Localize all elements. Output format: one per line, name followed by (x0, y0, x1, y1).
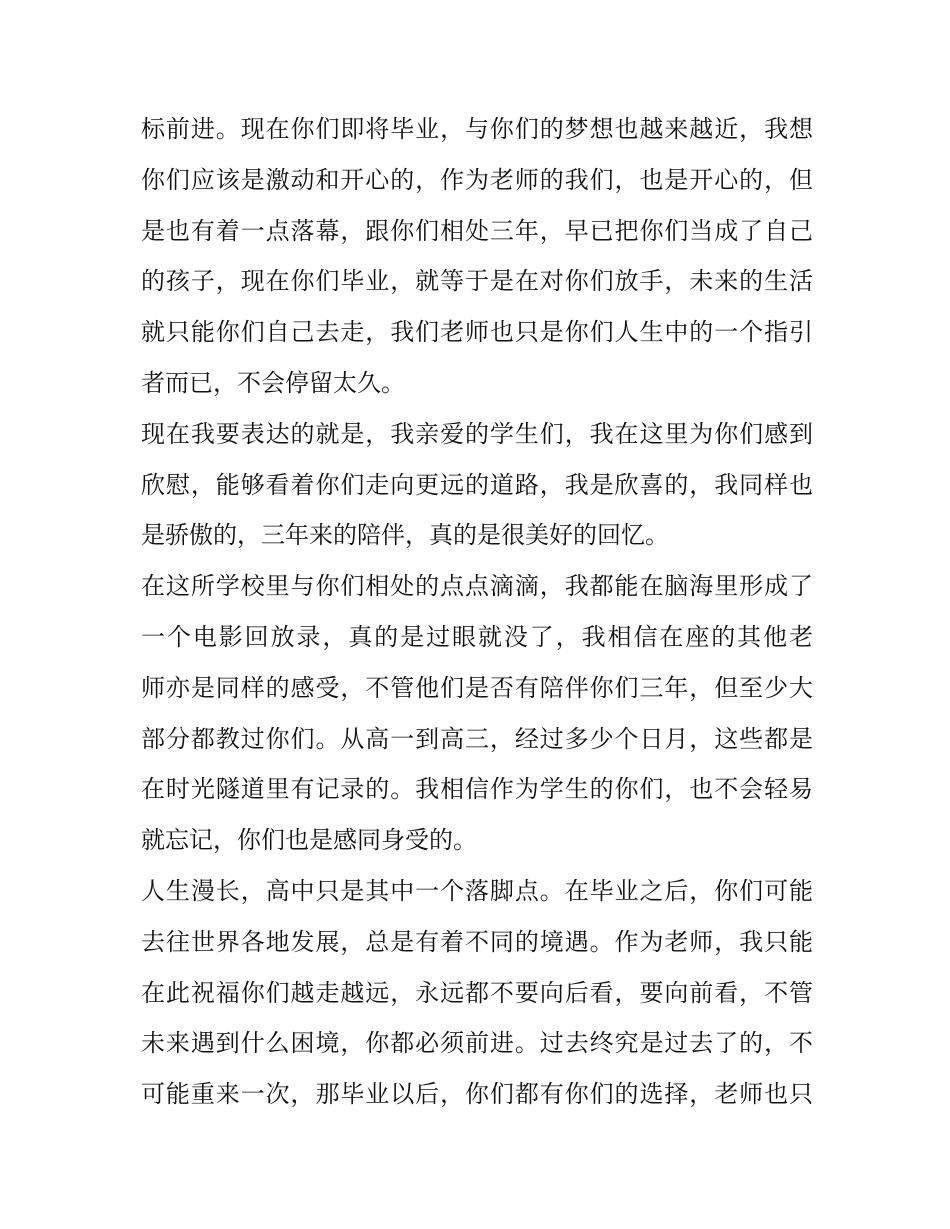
text-line: 可能重来一次，那毕业以后，你们都有你们的选择，老师也只 (141, 1080, 813, 1109)
text-line: 一个电影回放录，真的是过眼就没了，我相信在座的其他老 (141, 622, 813, 651)
text-line: 去往世界各地发展，总是有着不同的境遇。作为老师，我只能 (141, 927, 813, 956)
text-line: 者而已，不会停留太久。 (141, 368, 405, 397)
document-body (141, 104, 813, 1120)
text-line: 是骄傲的，三年来的陪伴，真的是很美好的回忆。 (141, 521, 669, 550)
text-line: 就忘记，你们也是感同身受的。 (141, 826, 477, 855)
text-line: 就只能你们自己去走，我们老师也只是你们人生中的一个指引 (141, 318, 813, 347)
text-line: 在这所学校里与你们相处的点点滴滴，我都能在脑海里形成了 (141, 572, 813, 601)
text-line: 是也有着一点落幕，跟你们相处三年，早已把你们当成了自己 (141, 216, 813, 245)
text-line: 现在我要表达的就是，我亲爱的学生们，我在这里为你们感到 (141, 419, 813, 448)
paragraph-2 (141, 409, 813, 561)
text-line: 师亦是同样的感受，不管他们是否有陪伴你们三年，但至少大 (141, 673, 813, 702)
paragraph-1 (141, 104, 813, 409)
paragraph-4 (141, 866, 813, 1120)
text-line: 标前进。现在你们即将毕业，与你们的梦想也越来越近，我想 (141, 115, 813, 143)
text-line: 你们应该是激动和开心的，作为老师的我们，也是开心的，但 (141, 165, 813, 194)
text-line: 未来遇到什么困境，你都必须前进。过去终究是过去了的，不 (141, 1029, 813, 1058)
text-line: 人生漫长，高中只是其中一个落脚点。在毕业之后，你们可能 (141, 876, 813, 905)
text-line: 在此祝福你们越走越远，永远都不要向后看，要向前看，不管 (141, 978, 813, 1007)
text-line: 部分都教过你们。从高一到高三，经过多少个日月，这些都是 (141, 724, 813, 753)
paragraph-3 (141, 561, 813, 866)
text-line: 欣慰，能够看着你们走向更远的道路，我是欣喜的，我同样也 (141, 470, 813, 499)
text-line: 的孩子，现在你们毕业，就等于是在对你们放手，未来的生活 (141, 267, 813, 296)
text-line: 在时光隧道里有记录的。我相信作为学生的你们，也不会轻易 (141, 775, 813, 804)
